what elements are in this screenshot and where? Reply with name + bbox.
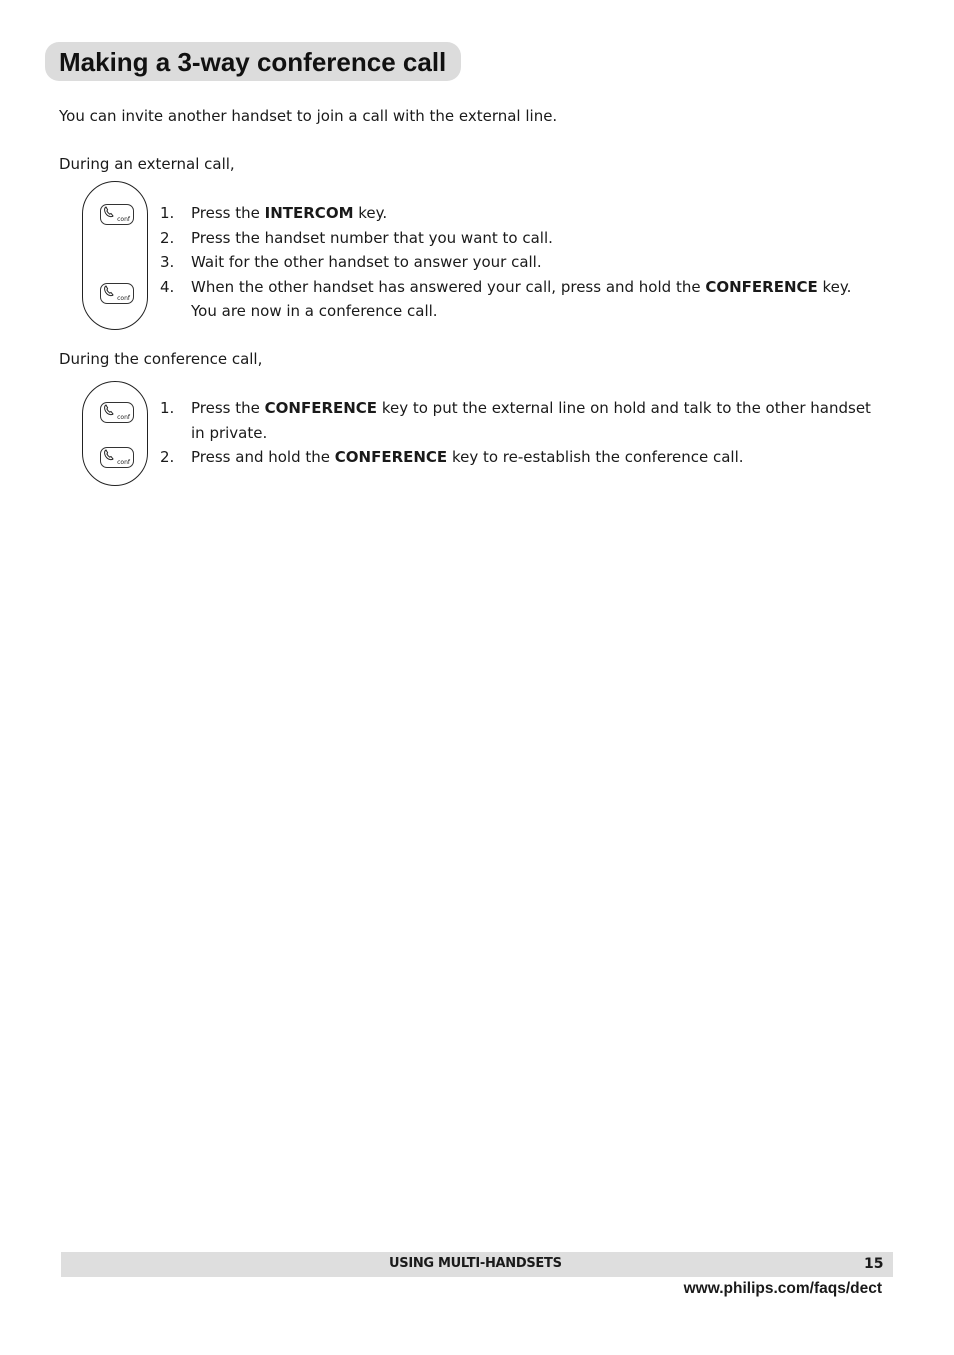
conf-key-label: conf: [117, 414, 130, 421]
section2-steps: [160, 396, 871, 470]
page-number: 15: [864, 1256, 884, 1272]
handset-illustration: [82, 381, 148, 486]
step-text: key.: [817, 277, 852, 296]
step-number: 2.: [160, 448, 175, 466]
step-text: Wait for the other handset to answer your call.: [191, 253, 542, 271]
phone-conf-key-icon: [103, 206, 115, 218]
step-number: 1.: [160, 399, 175, 417]
list-item: [160, 445, 871, 470]
step-number: 4.: [160, 277, 175, 296]
phone-conf-key-icon: [103, 449, 115, 461]
step-text: key to re-establish the conference call.: [447, 448, 744, 466]
footer-section-title: USING MULTI-HANDSETS: [389, 1256, 562, 1271]
step-text: Press the: [191, 204, 265, 222]
step-text: Press the: [191, 399, 265, 417]
step-text-continued: in private.: [191, 423, 268, 442]
conf-key: [100, 204, 134, 225]
step-number: 2.: [160, 228, 175, 247]
key-name: INTERCOM: [264, 204, 354, 222]
list-item: [160, 226, 851, 251]
key-name: CONFERENCE: [334, 448, 448, 466]
step-text: Press the handset number that you want to call.: [191, 228, 553, 247]
section1-heading: During an external call,: [59, 155, 235, 173]
list-item: [160, 275, 851, 324]
conf-key: [100, 402, 134, 423]
intro-text: You can invite another handset to join a call with the external line.: [59, 107, 558, 125]
footer-url: www.philips.com/faqs/dect: [683, 1280, 882, 1297]
step-text: Press and hold the: [191, 448, 335, 466]
conf-key-label: conf: [117, 295, 130, 302]
conf-key-label: conf: [117, 216, 130, 223]
key-name: CONFERENCE: [705, 277, 818, 296]
step-number: 3.: [160, 253, 175, 271]
conf-key: [100, 283, 134, 304]
page-title: Making a 3-way conference call: [59, 47, 447, 77]
conf-key-label: conf: [117, 459, 130, 466]
phone-conf-key-icon: [103, 285, 115, 297]
list-item: [160, 201, 851, 226]
step-number: 1.: [160, 204, 175, 222]
phone-conf-key-icon: [103, 404, 115, 416]
key-name: CONFERENCE: [264, 399, 378, 417]
section1-steps: [160, 201, 851, 324]
step-text: When the other handset has answered your call, press and hold the: [191, 277, 706, 296]
step-text: key to put the external line on hold and talk to the other handset: [377, 399, 871, 417]
handset-illustration: [82, 181, 148, 330]
list-item: [160, 250, 851, 275]
section2-heading: During the conference call,: [59, 350, 263, 368]
step-text: key.: [353, 204, 388, 222]
step-text-continued: You are now in a conference call.: [191, 302, 438, 320]
conf-key: [100, 447, 134, 468]
list-item: [160, 396, 871, 445]
